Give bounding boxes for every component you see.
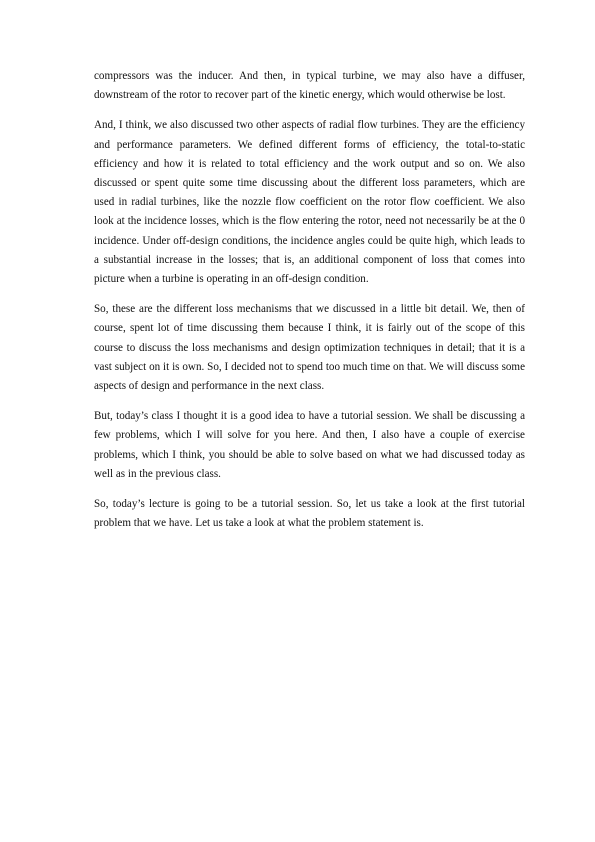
paragraph-1: compressors was the inducer. And then, in typical turbine, we may also have a diffuser, downstream of the rotor to recover part of the kinetic energy, which would otherwise be lost. [94,70,525,102]
paragraph-4: But, today’s class I thought it is a good idea to have a tutorial session. We shall be discussing a few problems, which I will solve for you here. And then, I also have a couple of exercise problems, which I think, you should be able to solve based on what we had discussed today as well as in the previous class. [94,410,525,480]
document-body [94,67,525,544]
paragraph-2: And, I think, we also discussed two other aspects of radial flow turbines. They are the efficiency and performance parameters. We defined different forms of efficiency, the total-to-static efficiency and how it is related to total efficiency and the work output and so on. We also discussed or spent quite some time discussing about the different loss parameters, which are used in radial turbines, like the nozzle flow coefficient on the rotor flow coefficient. We also look at the incidence losses, which is the flow entering the rotor, need not necessarily be at the 0 incidence. Under off-design conditions, the incidence angles could be quite high, which leads to a substantial increase in the losses; that is, an additional component of loss that comes into picture when a turbine is operating in an off-design condition. [94,119,525,286]
paragraph-3: So, these are the different loss mechanisms that we discussed in a little bit detail. We, then of course, spent lot of time discussing them because I think, it is fairly out of the scope of this course to discuss the loss mechanisms and design optimization techniques in detail; that it is a vast subject on it is own. So, I decided not to spend too much time on that. We will discuss some aspects of design and performance in the next class. [94,303,525,393]
paragraph-5: So, today’s lecture is going to be a tutorial session. So, let us take a look at the first tutorial problem that we have. Let us take a look at what the problem statement is. [94,498,525,530]
